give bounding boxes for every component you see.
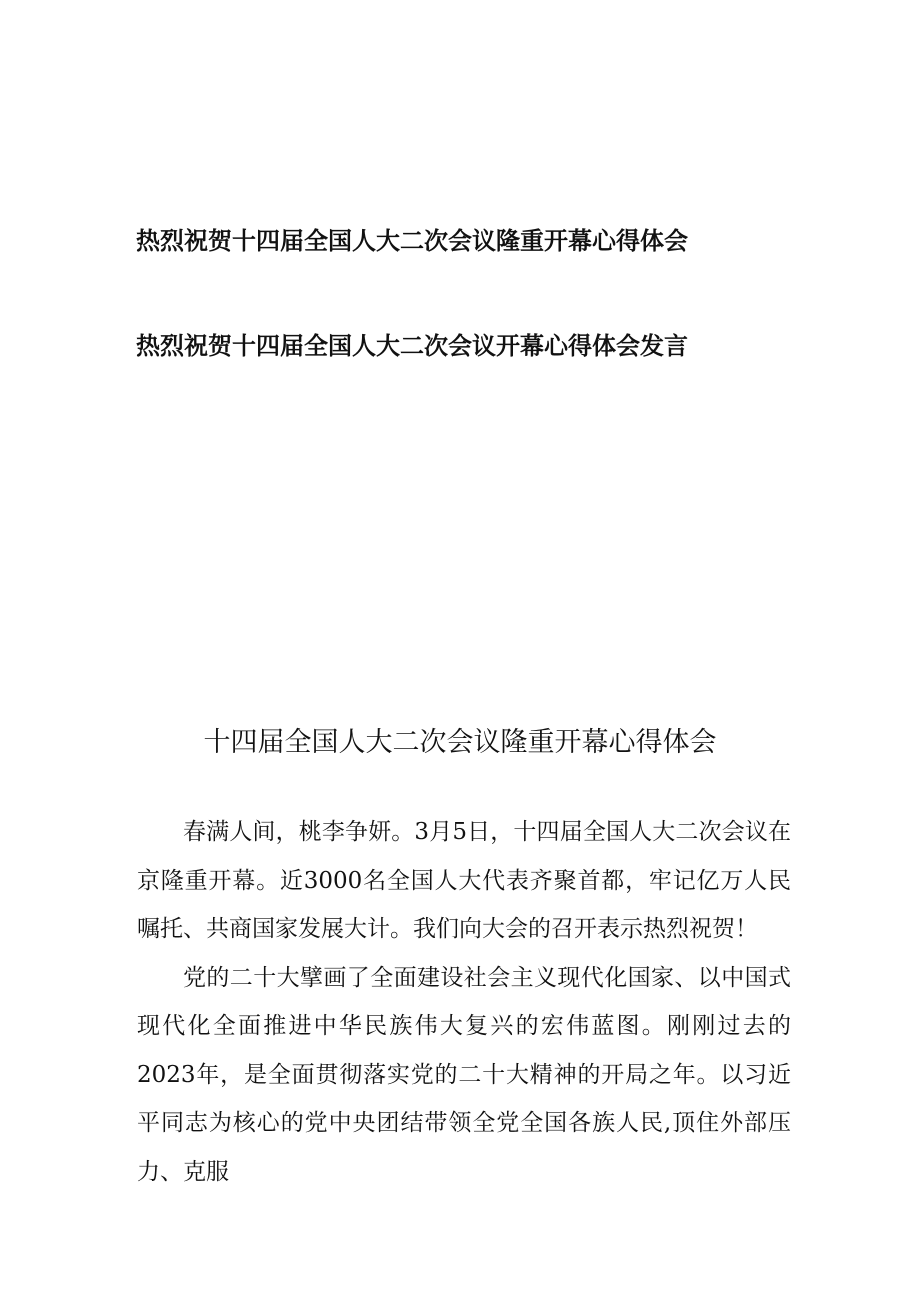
toc-title-2: 热烈祝贺十四届全国人大二次会议开幕心得体会发言	[136, 332, 688, 360]
article-body	[137, 808, 791, 1196]
toc-title-1: 热烈祝贺十四届全国人大二次会议隆重开幕心得体会	[136, 227, 688, 255]
article-title: 十四届全国人大二次会议隆重开幕心得体会	[203, 727, 717, 758]
paragraph-1: 春满人间，桃李争妍。3月5日，十四届全国人大二次会议在京隆重开幕。近3000名全国人大代表齐聚首都，牢记亿万人民嘱托、共商国家发展大计。我们向大会的召开表示热烈祝贺！	[137, 819, 791, 942]
paragraph-2: 党的二十大擘画了全面建设社会主义现代化国家、以中国式现代化全面推进中华民族伟大复兴的宏伟蓝图。刚刚过去的2023年，是全面贯彻落实党的二十大精神的开局之年。以习近平同志为核心的党中央团结带领全党全国各族人民,顶住外部压力、克服	[137, 964, 791, 1185]
